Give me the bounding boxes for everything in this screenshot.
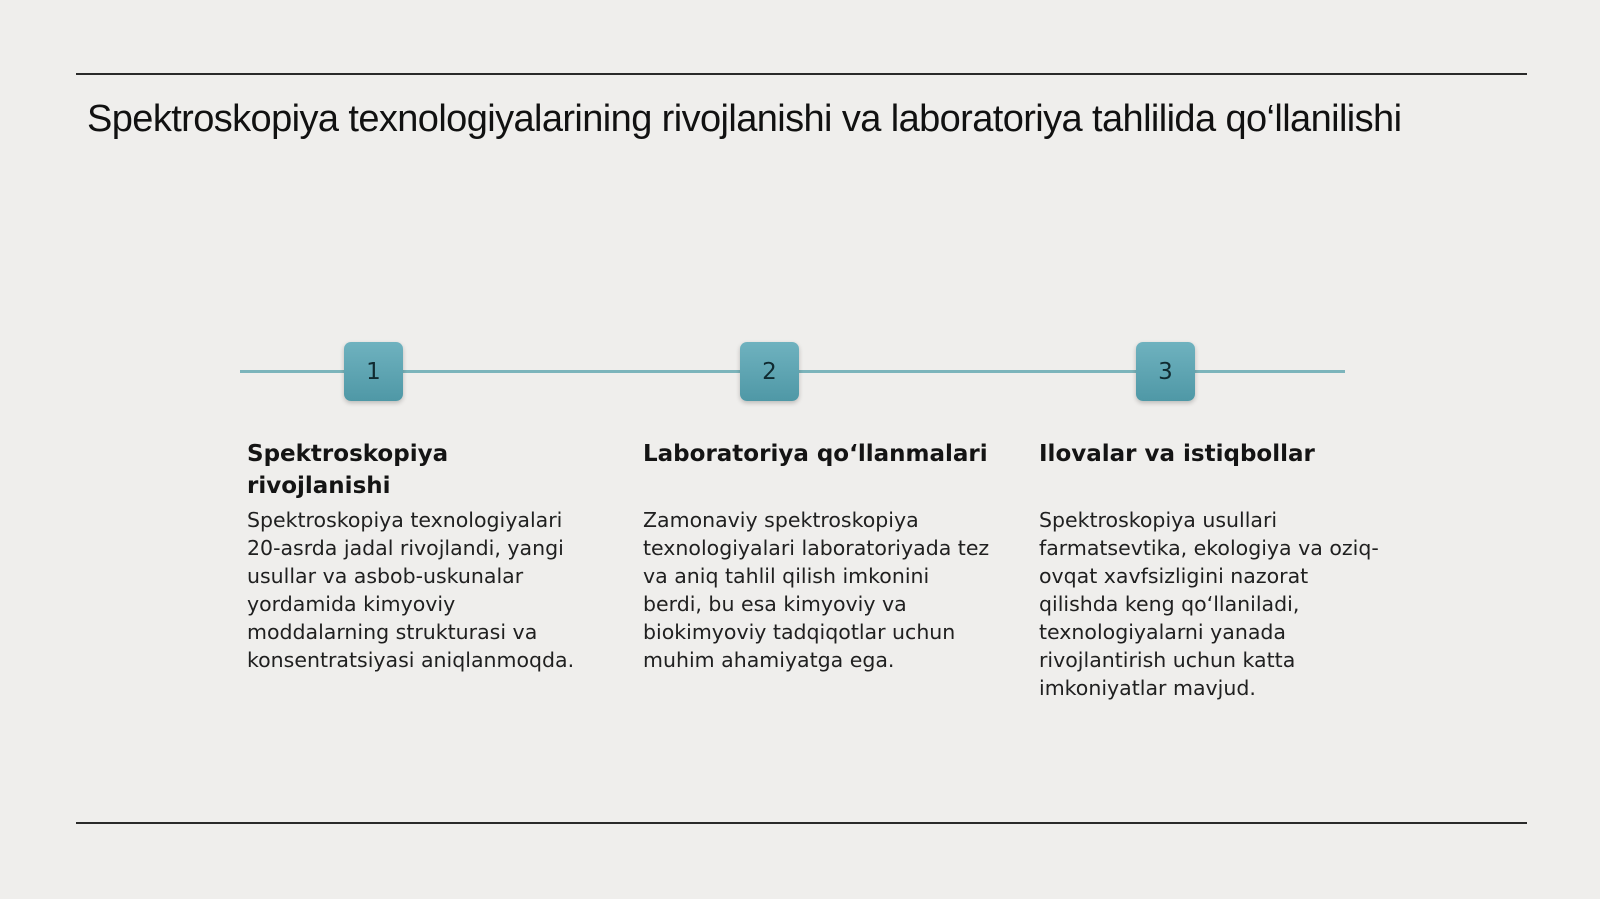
step-3-heading: Ilovalar va istiqbollar — [1039, 441, 1315, 467]
step-1-description: Spektroskopiya texnologiyalari 20-asrda jadal rivojlandi, yangi usullar va asbob-uskunalar yordamida kimyoviy moddalarning strukturasi va konsentratsiyasi aniqlanmoqda. — [247, 508, 575, 672]
step-3-description: Spektroskopiya usullari farmatsevtika, ekologiya va oziq-ovqat xavfsizligini nazorat qilishda keng qo‘llaniladi, texnologiyalarni yanada rivojlantirish uchun katta imkoniyatlar mavjud. — [1039, 508, 1379, 700]
timeline-step-1 — [247, 438, 597, 674]
step-1-heading: Spektroskopiya rivojlanishi — [247, 441, 449, 499]
step-3-marker: 3 — [1136, 342, 1195, 401]
bottom-divider — [76, 822, 1527, 824]
step-2-description: Zamonaviy spektroskopiya texnologiyalari laboratoriyada tez va aniq tahlil qilish imkonini berdi, bu esa kimyoviy va biokimyoviy tadqiqotlar uchun muhim ahamiyatga ega. — [643, 508, 990, 672]
timeline-step-2 — [643, 438, 993, 674]
step-2-marker: 2 — [740, 342, 799, 401]
step-1-marker: 1 — [344, 342, 403, 401]
step-2-heading: Laboratoriya qo‘llanmalari — [643, 441, 988, 467]
top-divider — [76, 73, 1527, 75]
timeline-step-3 — [1039, 438, 1389, 702]
slide-title: Spektroskopiya texnologiyalarining rivojlanishi va laboratoriya tahlilida qo‘llanilishi — [87, 98, 1402, 140]
